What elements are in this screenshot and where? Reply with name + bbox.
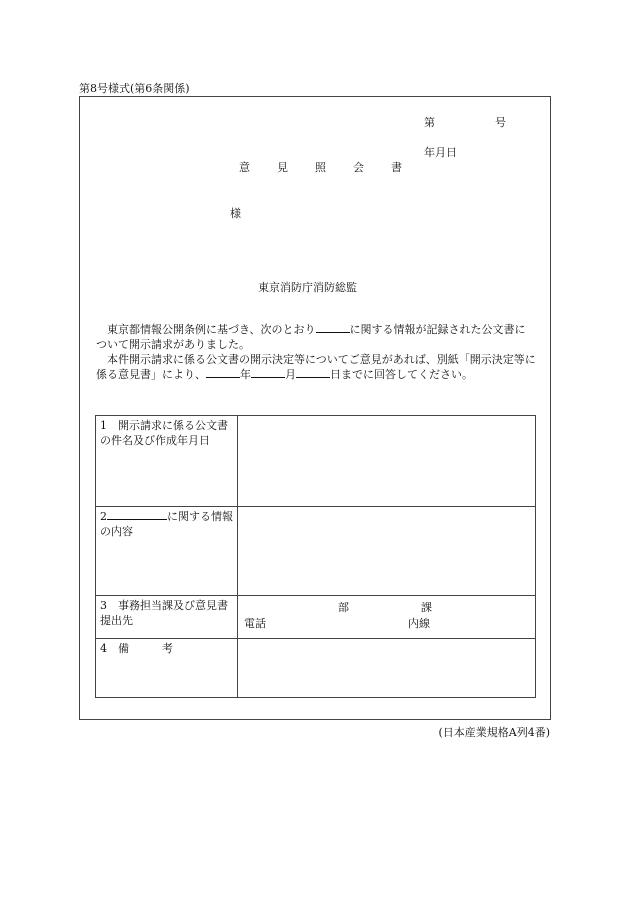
form-label: 第8号様式(第6条関係) [79, 82, 190, 95]
body-text-part: に関する情報が記録された公文書について開示請求がありました。 [96, 323, 526, 351]
row-label: 4 備 考 [96, 639, 238, 698]
extension-label: 内線 [408, 617, 430, 630]
addressee-suffix: 様 [230, 207, 241, 220]
department-label: 部 [338, 601, 349, 614]
body-text-part: 月 [285, 368, 296, 381]
body-text-part: 東京都情報公開条例に基づき、次のとおり [107, 323, 316, 336]
row-value [238, 596, 536, 639]
row-label [96, 507, 238, 596]
title-char: 会 [353, 161, 364, 174]
blank-line [206, 367, 240, 378]
title-char: 書 [391, 161, 402, 174]
day-label: 日 [446, 146, 457, 159]
info-table [95, 415, 536, 698]
body-paragraph [96, 352, 536, 382]
body-text [96, 322, 536, 382]
table-row [96, 639, 536, 698]
title-char: 見 [277, 161, 288, 174]
title-char: 照 [315, 161, 326, 174]
row-value [238, 507, 536, 596]
blank-line [107, 509, 167, 520]
row-label: 1 開示請求に係る公文書の件名及び作成年月日 [96, 416, 238, 507]
document-number [424, 114, 506, 130]
year-label: 年 [424, 146, 435, 159]
blank-line [316, 322, 350, 333]
body-text-part: 日までに回答してください。 [330, 368, 473, 381]
body-text-part: 本件開示請求に係る公文書の開示決定等についてご意見があれば、別紙「開示決定等に係る意見書」により、 [96, 353, 536, 381]
body-text-part: 年 [240, 368, 251, 381]
document-date [424, 144, 457, 160]
table-row [96, 596, 536, 639]
paper-size-note: (日本産業規格A列4番) [438, 726, 550, 739]
sender: 東京消防庁消防総監 [258, 281, 357, 294]
row-label: 3 事務担当課及び意見書提出先 [96, 596, 238, 639]
table-row [96, 416, 536, 507]
number-prefix: 第 [424, 116, 435, 129]
document-title [239, 159, 429, 175]
blank-line [296, 367, 330, 378]
month-label: 月 [435, 146, 446, 159]
title-char: 意 [239, 161, 250, 174]
section-label: 課 [421, 601, 432, 614]
blank-line [251, 367, 285, 378]
body-paragraph [96, 322, 536, 352]
row-value [238, 639, 536, 698]
row-label-text: に関する情報の内容 [100, 510, 233, 538]
row-number: 2 [100, 510, 107, 523]
row-value [238, 416, 536, 507]
number-suffix: 号 [495, 116, 506, 129]
phone-label: 電話 [244, 617, 266, 630]
table-row [96, 507, 536, 596]
